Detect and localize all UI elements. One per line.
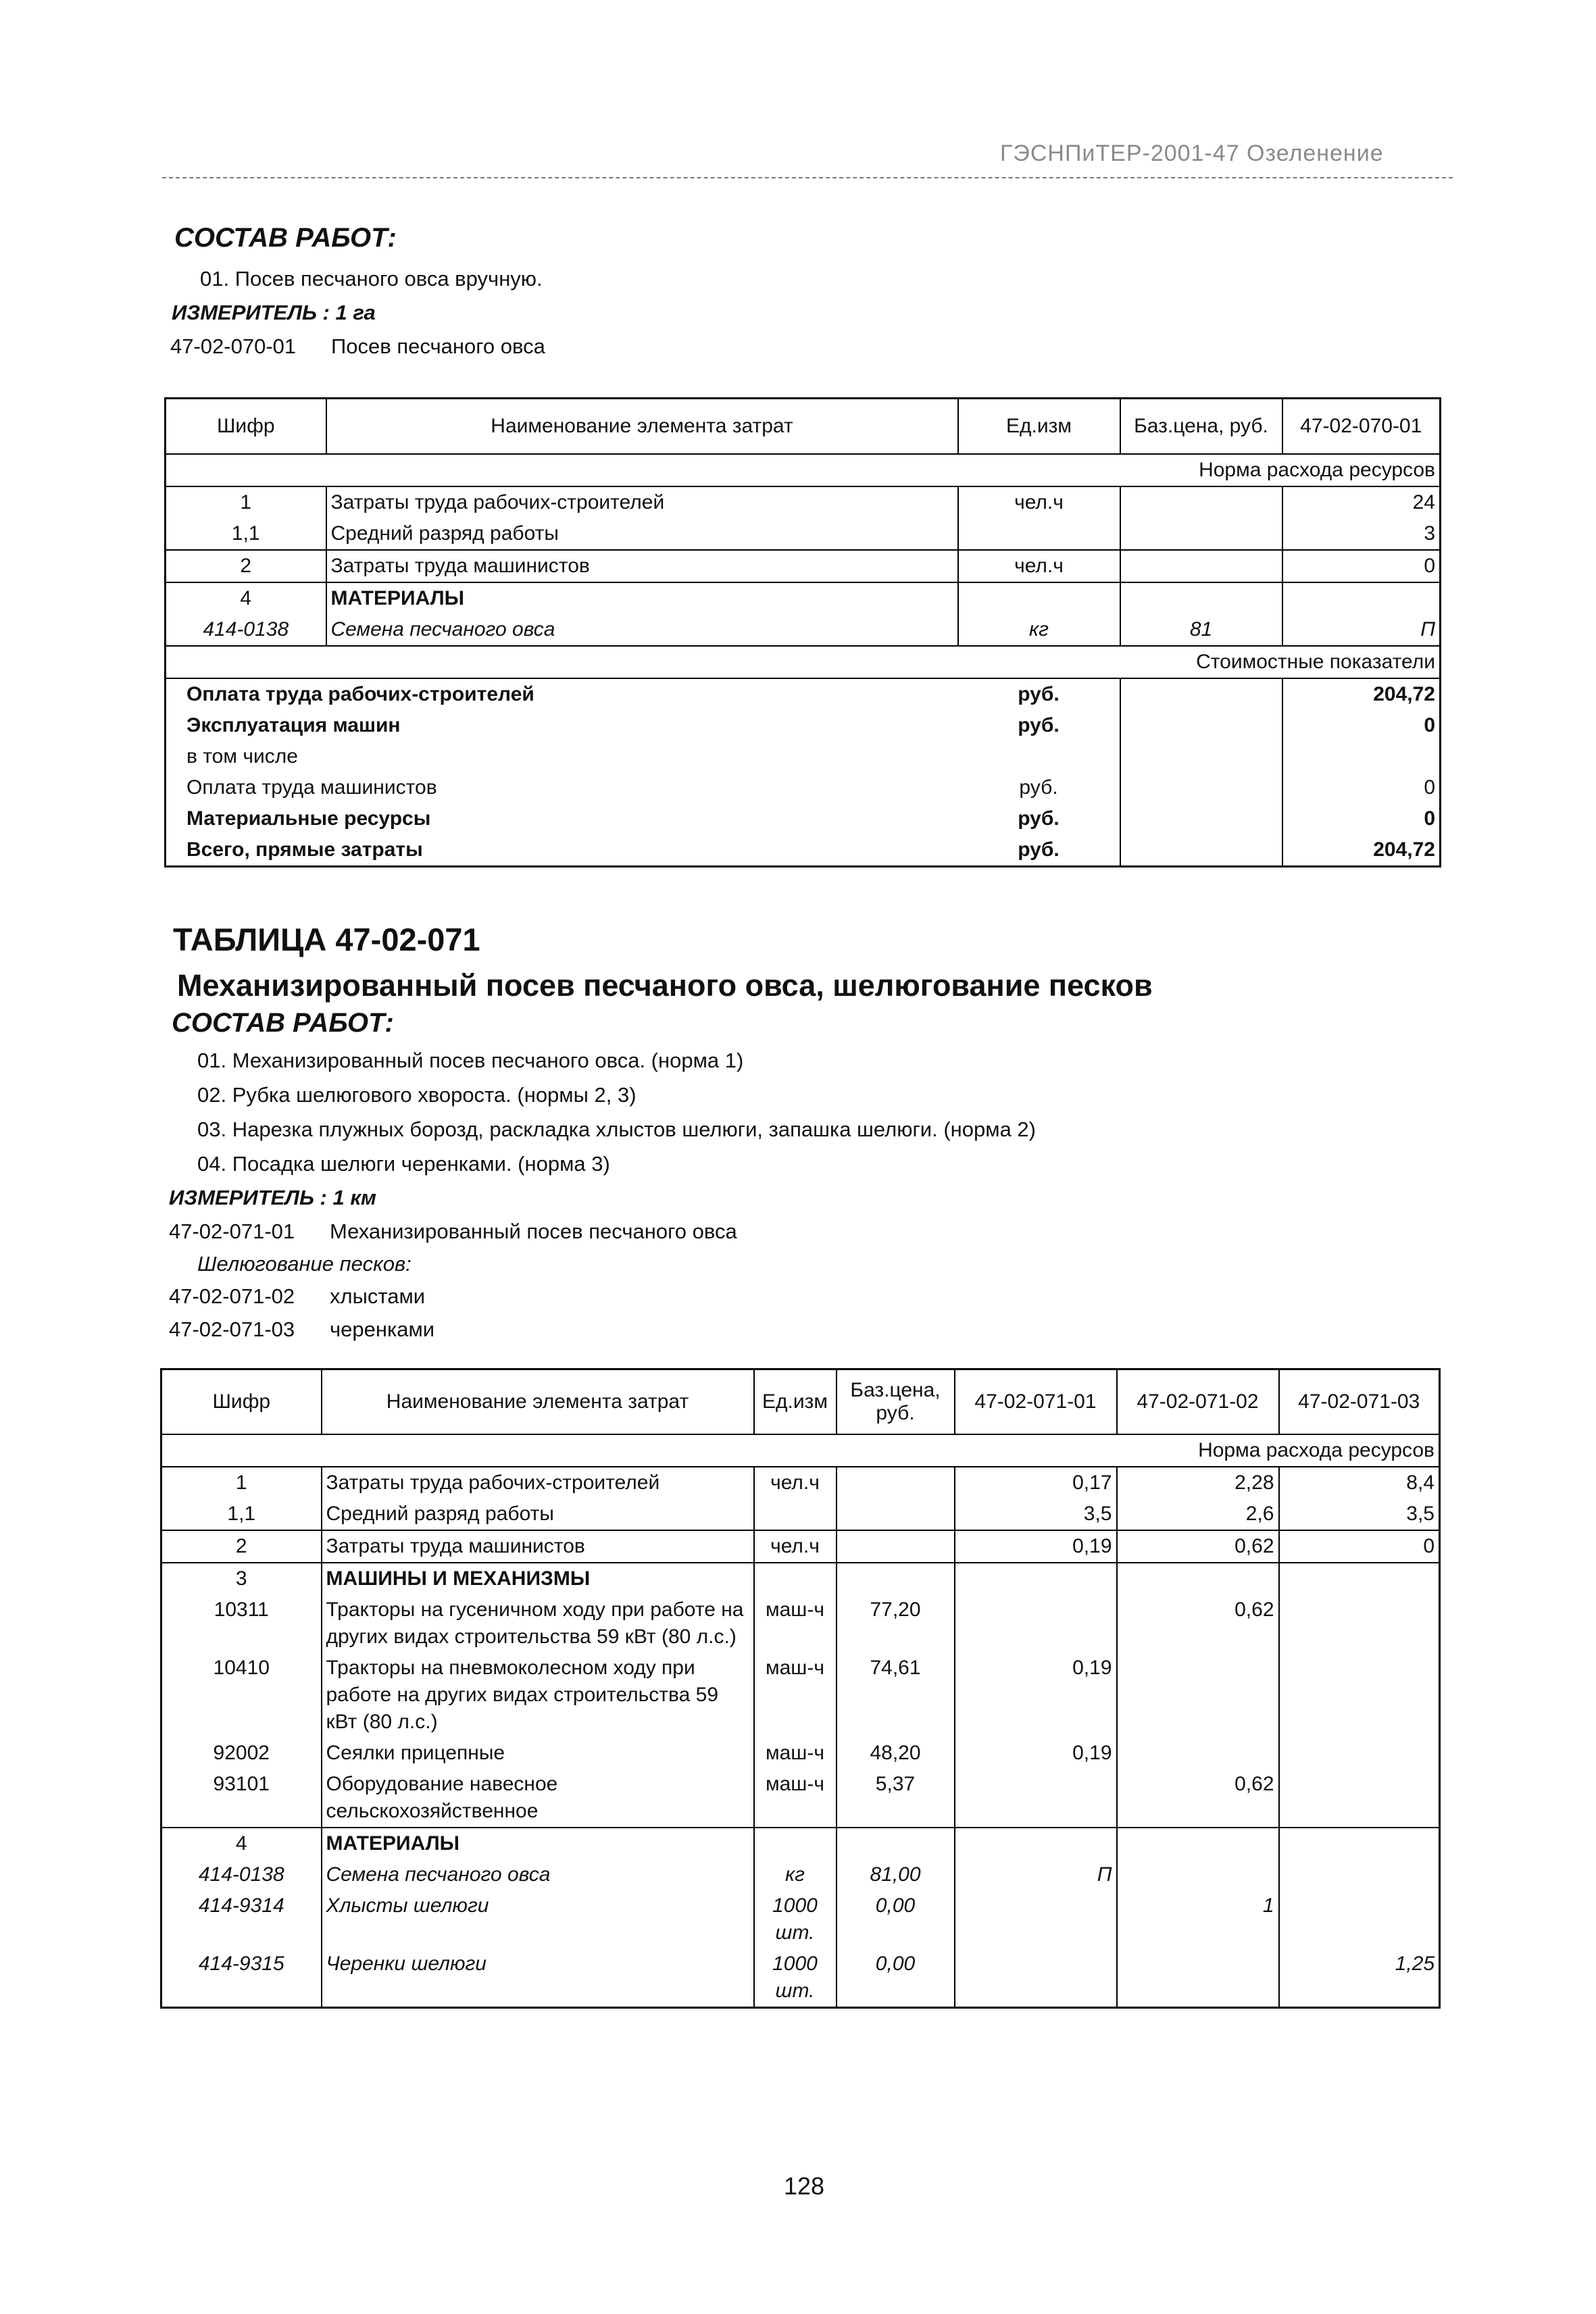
table-row <box>161 1499 1440 1530</box>
header-norm: 47-02-070-01 <box>1300 414 1422 437</box>
header-norm-2: 47-02-071-02 <box>1117 1369 1279 1434</box>
header-price: Баз.цена, руб. <box>1120 399 1282 454</box>
row-value-3: 0 <box>1423 1534 1435 1557</box>
norm-line <box>169 1219 737 1244</box>
row-unit: 1000 шт. <box>754 1948 837 2008</box>
row-code: 1,1 <box>161 1499 322 1530</box>
row-unit: чел.ч <box>958 550 1120 582</box>
norm-code: 47-02-071-01 <box>169 1219 295 1243</box>
cost-value: 0 <box>1424 807 1435 830</box>
row-value-3 <box>1279 1859 1440 1890</box>
row-value-2: 0,62 <box>1117 1594 1279 1653</box>
norm-code: 47-02-071-02 <box>169 1284 295 1308</box>
row-price: 81 <box>1120 614 1282 646</box>
composition-heading-1: СОСТАВ РАБОТ: <box>174 223 397 253</box>
row-price: 0,00 <box>837 1948 955 2008</box>
row-name: Затраты труда машинистов <box>326 550 958 582</box>
row-name: Затраты труда рабочих-строителей <box>326 486 958 518</box>
row-price <box>837 1530 955 1563</box>
row-unit <box>754 1828 837 1859</box>
row-name: Затраты труда машинистов <box>322 1530 754 1563</box>
row-value-2 <box>1117 1828 1279 1859</box>
row-value-2 <box>1117 1859 1279 1890</box>
meter-2: ИЗМЕРИТЕЛЬ : 1 км <box>169 1186 376 1209</box>
table-row <box>166 582 1441 614</box>
row-name: МАТЕРИАЛЫ <box>326 582 958 614</box>
row-name: Затраты труда рабочих-строителей <box>322 1467 754 1499</box>
row-code: 92002 <box>161 1738 322 1769</box>
header-rule <box>162 177 1453 178</box>
row-unit <box>754 1563 837 1594</box>
table-row <box>161 1948 1440 2008</box>
norm-caption: Норма расхода ресурсов <box>1198 1438 1435 1461</box>
row-price: 77,20 <box>837 1594 955 1653</box>
row-value: П <box>1420 618 1435 640</box>
row-value-1: П <box>955 1859 1117 1890</box>
row-value-1: 0,19 <box>955 1653 1117 1738</box>
row-price: 0,00 <box>837 1890 955 1948</box>
cost-name: Материальные ресурсы <box>186 807 431 830</box>
row-price <box>1120 486 1282 518</box>
row-value-1: 0,17 <box>955 1467 1117 1499</box>
row-price <box>837 1467 955 1499</box>
row-unit: чел.ч <box>754 1530 837 1563</box>
row-unit <box>754 1499 837 1530</box>
row-value: 3 <box>1424 522 1435 545</box>
row-unit <box>958 582 1120 614</box>
row-value-1: 0,19 <box>955 1738 1117 1769</box>
table-row <box>161 1530 1440 1563</box>
row-name: Средний разряд работы <box>326 518 958 550</box>
table1-header-row <box>166 399 1441 454</box>
row-code: 1 <box>166 486 326 518</box>
norm-code: 47-02-071-03 <box>169 1317 295 1341</box>
table-row <box>161 1467 1440 1499</box>
work-item: 02. Рубка шелюгового хвороста. (нормы 2, 3) <box>197 1083 637 1107</box>
cost-unit: руб. <box>958 678 1120 710</box>
cost-value: 204,72 <box>1373 838 1435 861</box>
row-value-3 <box>1279 1890 1440 1948</box>
row-price <box>837 1499 955 1530</box>
norm-name: хлыстами <box>330 1284 426 1308</box>
header-code: Шифр <box>161 1369 322 1434</box>
cost-unit: руб. <box>958 803 1120 834</box>
norm-line <box>169 1284 425 1309</box>
row-unit: чел.ч <box>958 486 1120 518</box>
row-unit: кг <box>754 1859 837 1890</box>
row-price <box>837 1828 955 1859</box>
row-value-1 <box>955 1563 1117 1594</box>
row-code: 1,1 <box>166 518 326 550</box>
norm-code: 47-02-070-01 <box>170 334 297 358</box>
row-price <box>1120 550 1282 582</box>
row-name: МАТЕРИАЛЫ <box>322 1828 754 1859</box>
row-code: 414-0138 <box>166 614 326 646</box>
page-number: 128 <box>784 2172 825 2200</box>
row-value-2: 0,62 <box>1117 1769 1279 1828</box>
cost-unit: руб. <box>958 772 1120 803</box>
row-name: Семена песчаного овса <box>326 614 958 646</box>
row-value-1 <box>955 1828 1117 1859</box>
subgroup-label: Шелюгование песков: <box>197 1252 412 1276</box>
row-value: 24 <box>1412 491 1435 513</box>
header-name: Наименование элемента затрат <box>322 1369 754 1434</box>
row-value-3 <box>1279 1769 1440 1828</box>
row-code: 414-0138 <box>161 1859 322 1890</box>
norm-name: Механизированный посев песчаного овса <box>330 1219 737 1243</box>
row-unit: маш-ч <box>754 1738 837 1769</box>
header-name: Наименование элемента затрат <box>326 399 958 454</box>
work-item: 01. Механизированный посев песчаного овса. (норма 1) <box>197 1049 744 1072</box>
row-value-3 <box>1279 1653 1440 1738</box>
row-code: 414-9315 <box>161 1948 322 2008</box>
row-value-3 <box>1279 1738 1440 1769</box>
row-value: 0 <box>1424 554 1435 577</box>
header-unit: Ед.изм <box>754 1369 837 1434</box>
norm-name: черенками <box>330 1317 435 1341</box>
row-value-2: 2,6 <box>1117 1499 1279 1530</box>
row-value-3: 8,4 <box>1406 1471 1435 1494</box>
cost-row <box>166 710 1441 741</box>
norm-line-1 <box>170 334 545 359</box>
row-unit: маш-ч <box>754 1769 837 1828</box>
table-row <box>161 1828 1440 1859</box>
row-code: 1 <box>161 1467 322 1499</box>
row-code: 93101 <box>161 1769 322 1828</box>
row-name: Средний разряд работы <box>322 1499 754 1530</box>
row-value-1 <box>955 1769 1117 1828</box>
row-value-2 <box>1117 1653 1279 1738</box>
cost-value: 0 <box>1424 713 1435 736</box>
header-norm-3: 47-02-071-03 <box>1298 1390 1420 1413</box>
row-price: 81,00 <box>837 1859 955 1890</box>
table-row <box>161 1769 1440 1828</box>
row-name: Хлысты шелюги <box>322 1890 754 1948</box>
row-value-2 <box>1117 1948 1279 2008</box>
cost-row <box>166 741 1441 772</box>
row-price <box>1120 518 1282 550</box>
table-title: ТАБЛИЦА 47-02-071 <box>173 922 480 957</box>
row-price <box>1120 582 1282 614</box>
row-code: 4 <box>166 582 326 614</box>
cost-unit: руб. <box>958 710 1120 741</box>
cost-name: Эксплуатация машин <box>186 713 401 736</box>
cost-row <box>166 772 1441 803</box>
table-row <box>161 1653 1440 1738</box>
row-value-2: 0,62 <box>1117 1530 1279 1563</box>
norm-table-1 <box>164 397 1441 867</box>
cost-unit: руб. <box>958 834 1120 867</box>
cost-row <box>166 678 1441 710</box>
row-value-1 <box>955 1890 1117 1948</box>
row-value-2: 2,28 <box>1117 1467 1279 1499</box>
row-price: 74,61 <box>837 1653 955 1738</box>
table-row <box>166 550 1441 582</box>
row-unit: 1000 шт. <box>754 1890 837 1948</box>
cost-row <box>166 803 1441 834</box>
cost-value <box>1282 741 1441 772</box>
row-value-3 <box>1279 1594 1440 1653</box>
work-item: 04. Посадка шелюги черенками. (норма 3) <box>197 1152 610 1176</box>
norm-caption: Норма расхода ресурсов <box>1199 458 1435 481</box>
row-value-3 <box>1279 1828 1440 1859</box>
row-price <box>837 1563 955 1594</box>
row-name: Сеялки прицепные <box>322 1738 754 1769</box>
row-name: Оборудование навесное сельскохозяйственное <box>322 1769 754 1828</box>
row-value <box>1282 582 1441 614</box>
table-row <box>166 486 1441 518</box>
norm-line <box>169 1317 434 1342</box>
norm-table-2 <box>160 1368 1441 2009</box>
header-price: Баз.цена, руб. <box>837 1369 955 1434</box>
row-code: 2 <box>161 1530 322 1563</box>
row-value-1 <box>955 1948 1117 2008</box>
row-value-2 <box>1117 1563 1279 1594</box>
row-unit <box>958 518 1120 550</box>
row-value-1: 0,19 <box>955 1530 1117 1563</box>
cost-name: Оплата труда рабочих-строителей <box>186 682 534 705</box>
row-code: 10410 <box>161 1653 322 1738</box>
row-value-1 <box>955 1594 1117 1653</box>
row-price: 48,20 <box>837 1738 955 1769</box>
row-unit: чел.ч <box>754 1467 837 1499</box>
section-title: Механизированный посев песчаного овса, шелюгование песков <box>177 968 1153 1003</box>
row-unit: кг <box>958 614 1120 646</box>
row-value-3: 1,25 <box>1395 1952 1435 1975</box>
row-name: Семена песчаного овса <box>322 1859 754 1890</box>
cost-caption: Стоимостные показатели <box>1196 650 1435 673</box>
cost-name: в том числе <box>186 745 298 768</box>
table-row <box>161 1890 1440 1948</box>
table-row <box>166 518 1441 550</box>
running-header: ГЭСНПиТЕР-2001-47 Озеленение <box>1000 141 1384 166</box>
table-row <box>161 1859 1440 1890</box>
cost-row <box>166 834 1441 867</box>
table2-header-row <box>161 1369 1440 1434</box>
table-row <box>161 1563 1440 1594</box>
work-item: 03. Нарезка плужных борозд, раскладка хлыстов шелюги, запашка шелюги. (норма 2) <box>197 1117 1036 1141</box>
row-unit: маш-ч <box>754 1653 837 1738</box>
row-value-3: 3,5 <box>1406 1502 1435 1525</box>
row-code: 4 <box>161 1828 322 1859</box>
composition-heading-2: СОСТАВ РАБОТ: <box>172 1008 394 1038</box>
cost-unit <box>958 741 1120 772</box>
row-name: Черенки шелюги <box>322 1948 754 2008</box>
cost-name: Всего, прямые затраты <box>186 838 423 861</box>
work-item-1: 01. Посев песчаного овса вручную. <box>200 267 543 291</box>
row-value-2 <box>1117 1738 1279 1769</box>
table-row <box>166 614 1441 646</box>
cost-name: Оплата труда машинистов <box>186 776 437 799</box>
table-row <box>161 1738 1440 1769</box>
header-norm-1: 47-02-071-01 <box>955 1369 1117 1434</box>
row-value-1: 3,5 <box>955 1499 1117 1530</box>
row-price: 5,37 <box>837 1769 955 1828</box>
meter-1: ИЗМЕРИТЕЛЬ : 1 га <box>172 301 376 324</box>
row-value-2: 1 <box>1117 1890 1279 1948</box>
cost-value: 0 <box>1424 776 1435 799</box>
row-name: Тракторы на гусеничном ходу при работе на других видах строительства 59 кВт (80 л.с.) <box>322 1594 754 1653</box>
norm-name: Посев песчаного овса <box>331 334 545 358</box>
header-code: Шифр <box>166 399 326 454</box>
row-code: 10311 <box>161 1594 322 1653</box>
row-code: 414-9314 <box>161 1890 322 1948</box>
row-name: Тракторы на пневмоколесном ходу при работе на других видах строительства 59 кВт (80 л.с.) <box>322 1653 754 1738</box>
row-name: МАШИНЫ И МЕХАНИЗМЫ <box>322 1563 754 1594</box>
row-code: 3 <box>161 1563 322 1594</box>
cost-value: 204,72 <box>1373 682 1435 705</box>
table-row <box>161 1594 1440 1653</box>
header-unit: Ед.изм <box>958 399 1120 454</box>
row-code: 2 <box>166 550 326 582</box>
row-unit: маш-ч <box>754 1594 837 1653</box>
row-value-3 <box>1279 1563 1440 1594</box>
